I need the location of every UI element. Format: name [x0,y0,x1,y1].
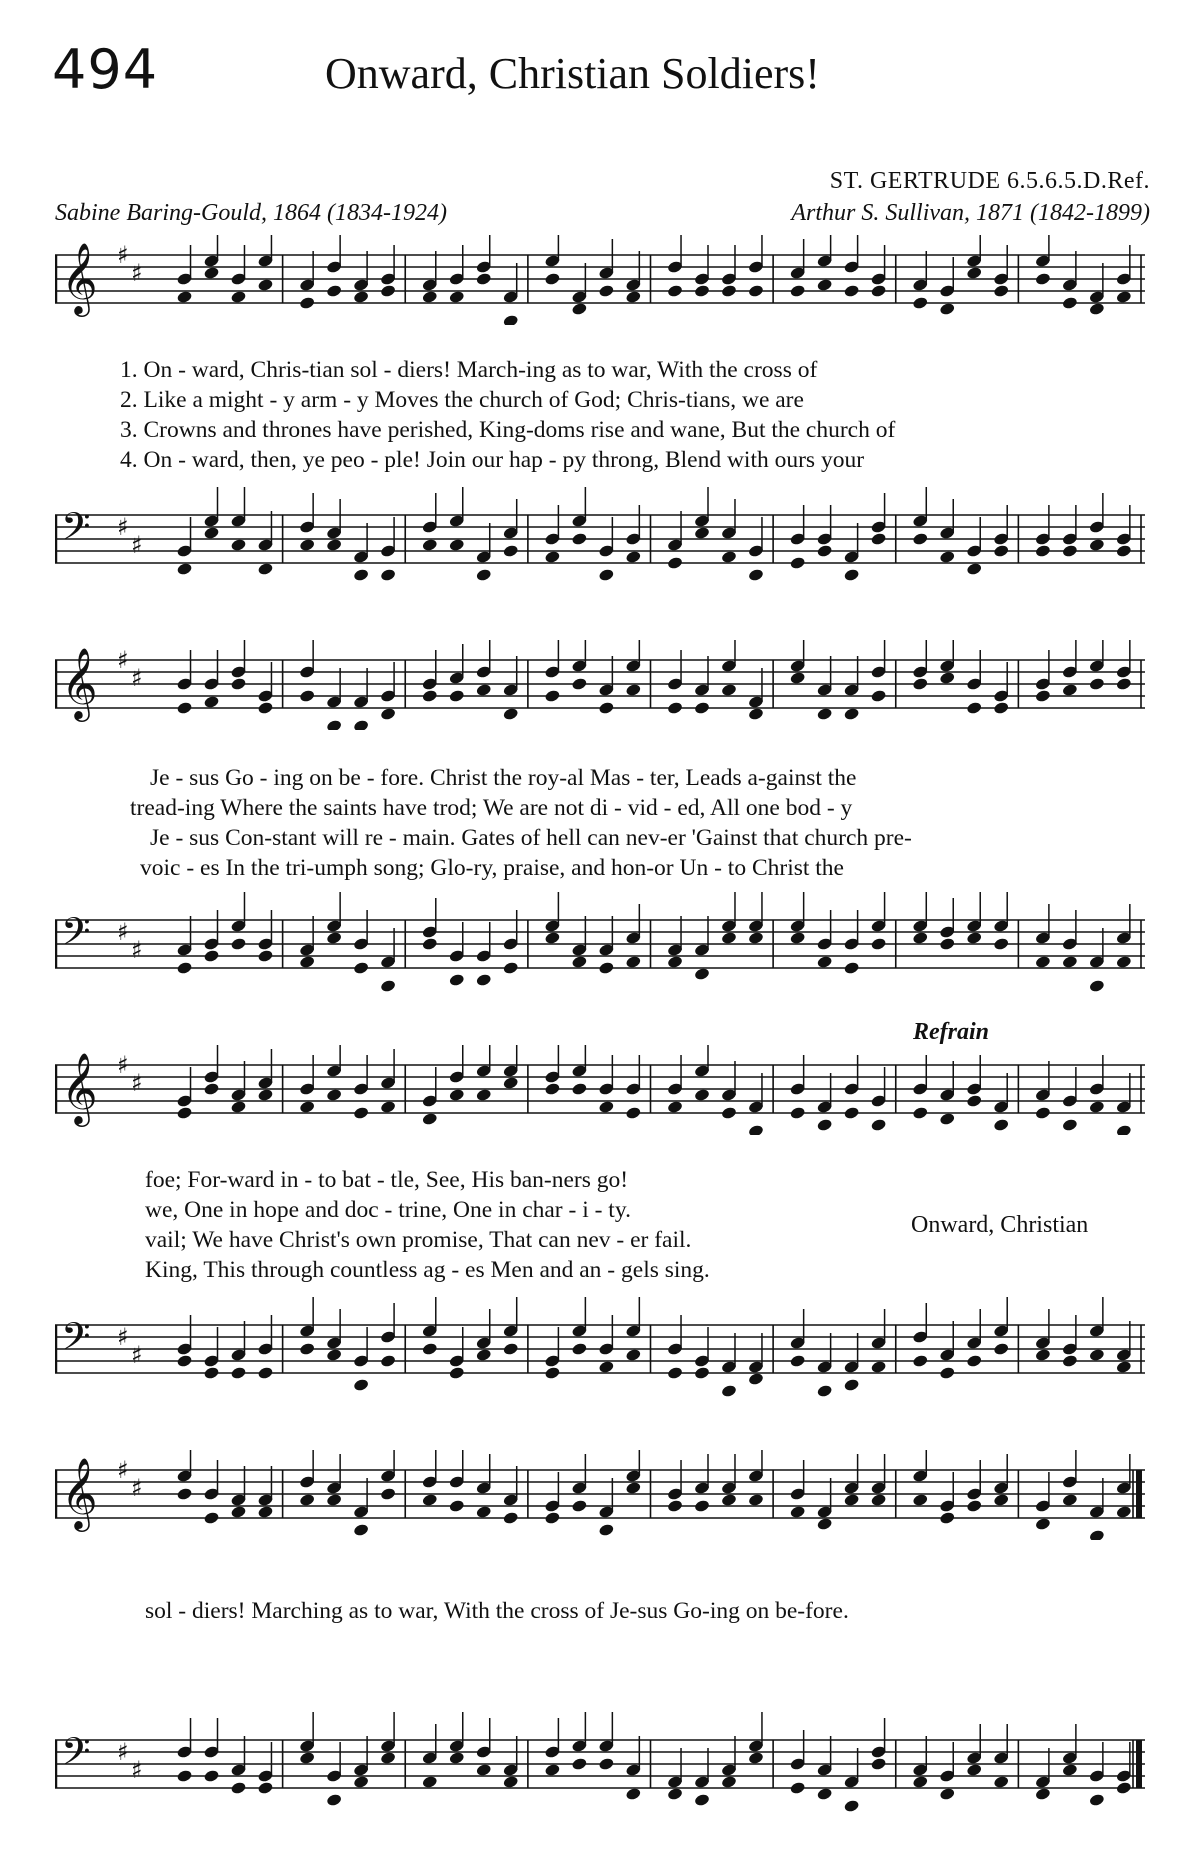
lyricist-credit: Sabine Baring-Gould, 1864 (1834-1924) [55,200,447,226]
tune-name: ST. GERTRUDE 6.5.6.5.D.Ref. [829,168,1150,194]
staff-lines [55,909,1145,968]
staff-lines [55,1729,1145,1788]
note-heads [176,640,1132,730]
music-system-4 [55,1450,1145,1830]
bass-clef-icon: 𝄢 [61,1729,91,1783]
hymn-title: Onward, Christian Soldiers! [325,49,820,98]
svg-text:♯: ♯ [131,664,143,692]
staff-lines [55,504,1145,563]
treble-clef-icon: 𝄞 [61,1051,98,1124]
svg-text:♯: ♯ [131,531,143,559]
music-system-2 [55,640,1145,1000]
note-heads [176,1297,1132,1398]
svg-text:♯: ♯ [117,1051,129,1079]
svg-text:♯: ♯ [131,1341,143,1369]
svg-text:♯: ♯ [117,513,129,541]
note-heads [176,1712,1132,1813]
bass-staff [55,890,1145,1000]
svg-text:♯: ♯ [131,259,143,287]
bass-clef-icon: 𝄢 [61,1314,91,1368]
treble-staff [55,1450,1145,1540]
composer-credit: Arthur S. Sullivan, 1871 (1842-1899) [791,200,1150,226]
svg-text:♯: ♯ [117,1323,129,1351]
note-heads [176,892,1132,993]
treble-clef-icon: 𝄞 [61,1456,98,1529]
verse-2-line: tread-ing Where the saints have trod; We are not di - vid - ed, All one bod - y [130,795,853,821]
note-heads [176,235,1132,325]
refrain-text: Onward, Christian [911,1212,1089,1238]
music-system-1 [55,235,1145,595]
hymn-number: 494 [52,38,159,101]
verse-3-line: Je - sus Con-stant will re - main. Gates of hell can nev-er 'Gainst that church pre- [150,825,912,851]
verse-2-line: we, One in hope and doc - trine, One in char - i - ty. [145,1197,631,1223]
verse-2-line: 2. Like a might - y arm - y Moves the church of God; Chris-tians, we are [120,387,804,413]
verse-4-line: 4. On - ward, then, ye peo - ple! Join our hap - py throng, Blend with ours your [120,447,865,473]
music-system-3 [55,1019,1145,1405]
svg-text:♯: ♯ [117,646,129,674]
staff-lines [55,1314,1145,1373]
note-heads [176,1045,1132,1135]
verse-3-line: vail; We have Christ's own promise, That can nev - er fail. [145,1227,692,1253]
svg-text:♯: ♯ [117,918,129,946]
verse-3-line: 3. Crowns and thrones have perished, King-doms rise and wane, But the church of [120,417,896,443]
staff-lines [55,1456,1145,1532]
verse-4-line: voic - es In the tri-umph song; Glo-ry, praise, and hon-or Un - to Christ the [140,855,844,881]
bass-clef-icon: 𝄢 [61,504,91,558]
svg-text:♯: ♯ [131,1474,143,1502]
bass-staff [55,1295,1145,1405]
treble-clef-icon: 𝄞 [61,646,98,719]
svg-text:♯: ♯ [131,936,143,964]
svg-text:♯: ♯ [131,1069,143,1097]
bass-staff [55,485,1145,595]
svg-text:♯: ♯ [131,1756,143,1784]
treble-staff [55,235,1145,325]
verse-1-line: foe; For-ward in - to bat - tle, See, His ban-ners go! [145,1167,629,1193]
note-heads [176,487,1132,582]
refrain-label: Refrain [913,1019,990,1045]
svg-text:♯: ♯ [117,241,129,269]
verse-1-line: Je - sus Go - ing on be - fore. Christ the roy-al Mas - ter, Leads a-gainst the [150,765,857,791]
treble-clef-icon: 𝄞 [61,241,98,314]
refrain-lyrics: sol - diers! Marching as to war, With the cross of Je-sus Go-ing on be-fore. [145,1598,849,1624]
verse-1-line: 1. On - ward, Chris-tian sol - diers! March-ing as to war, With the cross of [120,357,818,383]
bass-clef-icon: 𝄢 [61,909,91,963]
svg-text:♯: ♯ [117,1738,129,1766]
bass-staff [55,1710,1145,1820]
verse-4-line: King, This through countless ag - es Men and an - gels sing. [145,1257,710,1283]
treble-staff [55,640,1145,730]
svg-text:♯: ♯ [117,1456,129,1484]
staff-lines [55,241,1145,317]
treble-staff [55,1045,1145,1135]
note-heads [176,1450,1132,1540]
